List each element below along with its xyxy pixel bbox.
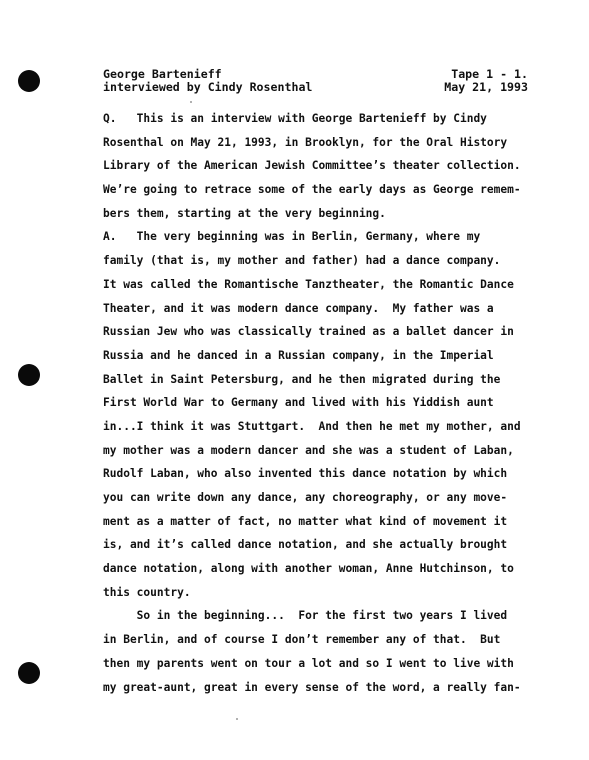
transcript-line: in...I think it was Stuttgart. And then he met my mother, and [103,419,521,433]
transcript-line: So in the beginning... For the first two years I lived [103,609,508,623]
transcript-line: my great-aunt, great in every sense of the word, a really fan- [103,680,521,694]
transcript-line: Library of the American Jewish Committee’s theater collection. [103,159,521,173]
transcript-line: then my parents went on tour a lot and so I went to live with [103,656,514,670]
transcript-line: Rosenthal on May 21, 1993, in Brooklyn, for the Oral History [103,135,508,149]
page-header [103,68,528,94]
header-interviewer: interviewed by Cindy Rosenthal [103,80,313,94]
transcript-line: family (that is, my mother and father) had a dance company. [103,254,501,268]
header-row-2 [103,81,528,94]
header-name: George Bartenieff [103,67,222,81]
scan-speck [190,101,192,103]
transcript-line: Ballet in Saint Petersburg, and he then migrated during the [103,372,501,386]
transcript-line: ment as a matter of fact, no matter what kind of movement it [103,514,508,528]
transcript-line: my mother was a modern dancer and she was a student of Laban, [103,443,514,457]
transcript-line: this country. [103,585,191,599]
transcript-line: First World War to Germany and lived with his Yiddish aunt [103,396,494,410]
transcript-line: is, and it’s called dance notation, and she actually brought [103,538,508,552]
punch-hole-middle [18,364,40,386]
punch-hole-top [18,70,40,92]
transcript-line: Rudolf Laban, who also invented this dance notation by which [103,467,508,481]
transcript-line: A. The very beginning was in Berlin, Germany, where my [103,230,481,244]
transcript-line: Russian Jew who was classically trained as a ballet dancer in [103,325,514,339]
header-date: May 21, 1993 [444,80,528,94]
transcript-line: bers them, starting at the very beginning. [103,206,386,220]
transcript-line: in Berlin, and of course I don’t remember any of that. But [103,633,501,647]
transcript-line: We’re going to retrace some of the early days as George remem- [103,183,521,197]
transcript-line: dance notation, along with another woman, Anne Hutchinson, to [103,562,514,576]
transcript-body [103,110,522,702]
transcript-line: It was called the Romantische Tanztheater, the Romantic Dance [103,277,514,291]
transcript-line: Q. This is an interview with George Bartenieff by Cindy [103,112,487,125]
transcript-line: Theater, and it was modern dance company. My father was a [103,301,494,315]
punch-hole-bottom [18,662,40,684]
transcript-line: Russia and he danced in a Russian company, in the Imperial [103,348,494,362]
scan-speck [236,718,238,720]
header-tape: Tape 1 - 1. [451,67,528,81]
transcript-line: you can write down any dance, any choreography, or any move- [103,491,508,504]
